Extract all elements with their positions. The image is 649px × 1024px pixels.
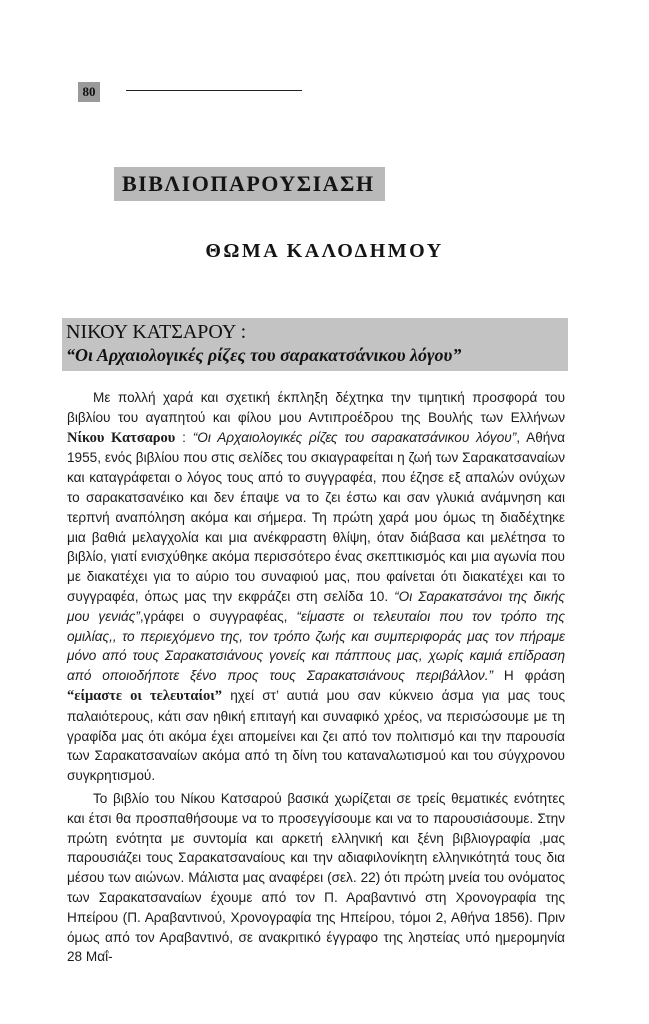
article-author: ΘΩΜΑ ΚΑΛΟΔΗΜΟΥ bbox=[205, 240, 444, 262]
phrase-bold: “είμαστε οι τελευταίοι” bbox=[67, 687, 222, 704]
quote-italic: “είμαστε οι τελευταίοι που τον τρόπο της ομιλίας,, το περιεχόμενο της, τον τρόπο ζωής και συμπεριφοράς μας τον πήραμε μόνο από τους Σαρακατσιάνους γονείς και πάππους μας, χωρίς καμιά επίδραση από οποιοδήποτε ξένο προς τους Σαρακατσιάνους περιβάλλον.” bbox=[67, 608, 565, 684]
section-heading: ΒΙΒΛΙΟΠΑΡΟΥΣΙΑΣΗ bbox=[114, 167, 385, 201]
text-span: : bbox=[175, 429, 193, 445]
text-span: Η φράση bbox=[493, 668, 565, 684]
paragraph-2: Το βιβλίο του Νίκου Κατσαρού βασικά χωρίζεται σε τρείς θεματικές ενότητες και έτσι θα προσπαθήσουμε να το προσεγγίσουμε και να το παρουσιάσουμε. Στην πρώτη ενότητα με συντομία και αρκετή ελληνική και ξένη βιβλιογραφία ,μας παρουσιάζει τους Σαρακατσαναίους και την αδιαφιλονίκητη ελληνικότητά τους δια μέσου των αιώνων. Μάλιστα μας αναφέρει (σελ. 22) ότι πρώτη μνεία του ονόματος των Σαρακατσαναίων έχουμε από τον Π. Αραβαντινό στη Χρονογραφία της Ηπείρου (Π. Αραβαντινού, Χρονογραφία της Ηπείρου, τόμοι 2, Αθήνα 1856). Πριν όμως από τον Αραβαντινό, σε ανακριτικό έγγραφο της ληστείας υπό ημερομηνία 28 Μαΐ- bbox=[67, 790, 565, 965]
quote-italic: “Οι Σαρακατσάνοι της δικής μου γενιάς” bbox=[67, 588, 565, 624]
author-name-bold: Νίκου Κατσαρου bbox=[67, 429, 176, 446]
text-span: Με πολλή χαρά και σχετική έκπληξη δέχτηκα την τιμητική προσφορά του βιβλίου του αγαπητού και φίλου μου Αντιπροέδρου της Βουλής των Ελλήνων bbox=[67, 390, 565, 425]
book-title: “Οι Αρχαιολογικές ρίζες του σαρακατσάνικου λόγου” bbox=[66, 345, 462, 365]
text-span: ηχεί στ’ αυτιά μου σαν κύκνειο άσμα για μας τους παλαιότερους, κάτι σαν ηθική επιταγή και συναφικό χρέος, να περισώσουμε με τη γραφίδα μας ότι ακόμα έχει απομείνει και ζει από τον πολιτισμό και την παρουσία των Σαρακατσαναίων ακόμα από τη δίνη του καταναλωτισμού και του σύγχρονου συγκρητισμού. bbox=[67, 687, 566, 784]
paragraph-1 bbox=[67, 388, 565, 786]
book-author: ΝΙΚΟΥ ΚΑΤΣΑΡΟΥ : bbox=[66, 321, 247, 343]
text-span: , Αθήνα 1955, ενός βιβλίου που στις σελίδες του σκιαγραφείται η ζωή των Σαρακατσαναίων και καταγράφεται ο λόγος τους από το συγγραφέα, που έζησε εξ απαλών ονύχων το σαρακατσανέικο και δεν έπαψε να το ζει έστω και σαν γλυκιά ανάμνηση και τερπνή αναπόληση ακόμα και σήμερα. Τη πρώτη χαρά μου όμως τη διαδέχτηκε μια βαθιά μελαγχολία και μια ανέκφραστη θλίψη, όταν διάβασα και μελέτησα το βιβλίο, γιατί ενισχύθηκε ακόμα περισσότερο ένας σκεπτικισμός και μια αγωνία που με διακατέχει για το αύριο του συναφιού μας, που φαίνεται ότι διακατέχει και το συγγραφέα, όπως μας την εκφράζει στη σελίδα 10. bbox=[67, 429, 565, 604]
text-span: ,γράφει ο συγγραφέας, bbox=[139, 608, 297, 624]
book-title-box bbox=[62, 318, 568, 371]
header-rule bbox=[126, 90, 302, 91]
article-body bbox=[67, 388, 565, 967]
page-number: 80 bbox=[78, 82, 100, 102]
book-title-italic: “Οι Αρχαιολογικές ρίζες του σαρακατσάνικου λόγου” bbox=[192, 429, 517, 445]
